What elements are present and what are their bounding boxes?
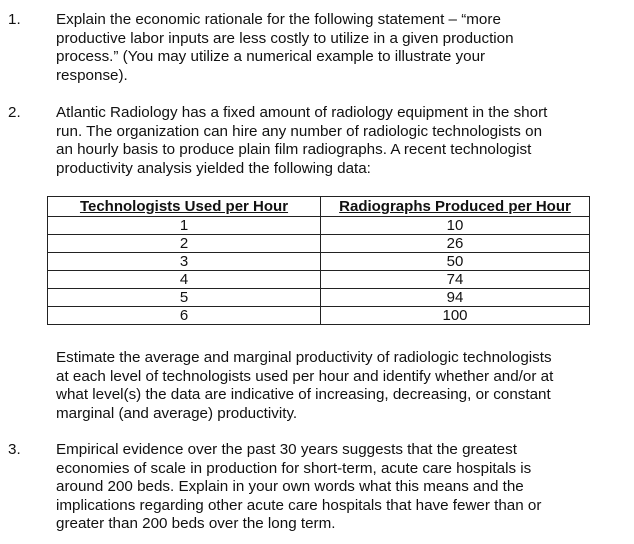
text-line: run. The organization can hire any number of radiologic technologists on <box>56 122 543 140</box>
table-row <box>48 253 590 271</box>
text-line: around 200 beds. Explain in your own words what this means and the <box>56 478 524 496</box>
text-line: economies of scale in production for short-term, acute care hospitals is <box>56 459 532 477</box>
column-header-radiographs: Radiographs Produced per Hour <box>321 197 590 217</box>
table-row <box>48 289 590 307</box>
table-cell: 74 <box>321 271 590 289</box>
question-text <box>56 441 616 534</box>
text-line: Empirical evidence over the past 30 years suggests that the greatest <box>56 441 517 458</box>
table-cell: 6 <box>48 307 321 325</box>
text-line: implications regarding other acute care hospitals that have fewer than or <box>56 496 542 514</box>
table-cell: 10 <box>321 217 590 235</box>
table-cell: 26 <box>321 235 590 253</box>
text-line: marginal (and average) productivity. <box>56 404 298 422</box>
table-cell: 1 <box>48 217 321 235</box>
table-cell: 3 <box>48 253 321 271</box>
text-line: productive labor inputs are less costly to utilize in a given production <box>56 29 514 47</box>
text-line: an hourly basis to produce plain film radiographs. A recent technologist <box>56 141 532 159</box>
question-number: 2. <box>8 104 21 121</box>
text-line: what level(s) the data are indicative of increasing, decreasing, or constant <box>56 386 551 404</box>
table-cell: 2 <box>48 235 321 253</box>
text-line: greater than 200 beds over the long term. <box>56 515 336 533</box>
question-number: 3. <box>8 441 21 458</box>
table-cell: 4 <box>48 271 321 289</box>
column-header-technologists: Technologists Used per Hour <box>48 197 321 217</box>
table-row <box>48 217 590 235</box>
productivity-table <box>47 196 590 325</box>
text-line: Atlantic Radiology has a fixed amount of radiology equipment in the short <box>56 104 548 121</box>
table-header-row <box>48 197 590 217</box>
table-cell: 100 <box>321 307 590 325</box>
text-line: productivity analysis yielded the following data: <box>56 159 371 177</box>
question-text <box>56 104 616 178</box>
followup-text <box>56 349 616 423</box>
text-line: at each level of technologists used per hour and identify whether and/or at <box>56 367 554 385</box>
table-cell: 50 <box>321 253 590 271</box>
table-cell: 5 <box>48 289 321 307</box>
table-row <box>48 271 590 289</box>
text-line: response). <box>56 66 128 84</box>
text-line: Explain the economic rationale for the following statement – “more <box>56 11 501 28</box>
table-row <box>48 235 590 253</box>
text-line: process.” (You may utilize a numerical example to illustrate your <box>56 48 486 66</box>
table-cell: 94 <box>321 289 590 307</box>
question-number: 1. <box>8 11 21 28</box>
question-text <box>56 11 616 85</box>
table-row <box>48 307 590 325</box>
text-line: Estimate the average and marginal productivity of radiologic technologists <box>56 349 552 366</box>
